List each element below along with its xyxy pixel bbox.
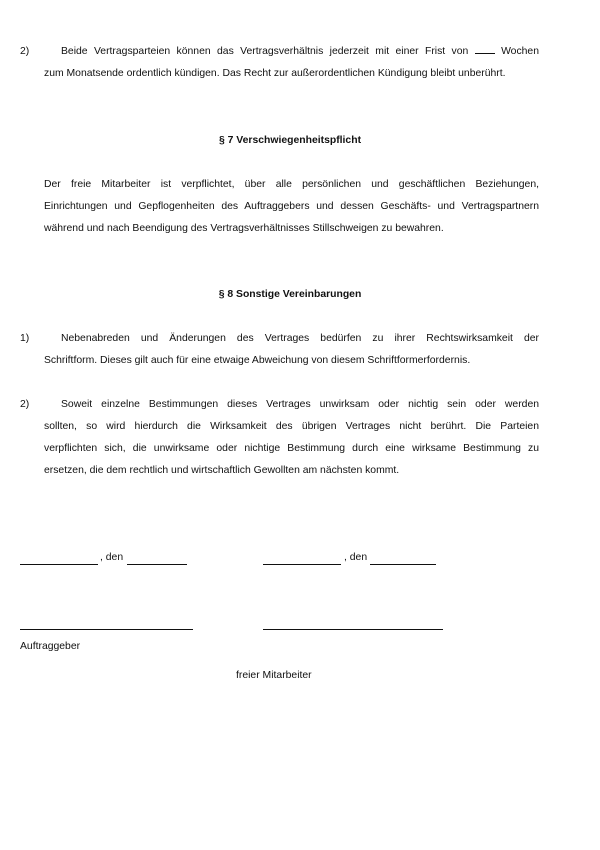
paragraph-line: Soweit einzelne Bestimmungen dieses Vertrages unwirksam oder nichtig sein oder werden <box>61 399 539 410</box>
paragraph-line: Nebenabreden und Änderungen des Vertrages bedürfen zu ihrer Rechtswirksamkeit der <box>61 333 539 344</box>
paragraph-line: Beide Vertragsparteien können das Vertragsverhältnis jederzeit mit einer Frist von Wochen <box>61 46 539 57</box>
list-number: 1) <box>20 333 30 344</box>
date-line-right <box>370 564 436 565</box>
date-line-left <box>127 564 187 565</box>
blank-field-weeks <box>475 44 495 54</box>
den-label-right: , den <box>344 552 368 563</box>
paragraph-confidentiality <box>44 174 539 240</box>
place-line-right <box>263 564 341 565</box>
paragraph-severability <box>44 394 539 482</box>
list-number: 2) <box>20 46 30 57</box>
paragraph-line: verpflichten sich, die unwirksame oder nichtige Bestimmung durch eine wirksame Bestimmung zu <box>44 443 539 454</box>
paragraph-notice-period <box>44 41 539 85</box>
paragraph-line: Einrichtungen und Gepflogenheiten des Auftraggebers und dessen Geschäfts- und Vertragspartnern <box>44 201 539 212</box>
paragraph-line: Der freie Mitarbeiter ist verpflichtet, über alle persönlichen und geschäftlichen Beziehungen, <box>44 179 539 190</box>
paragraph-line: sollten, so wird hierdurch die Wirksamkeit des übrigen Vertrages nicht berührt. Die Parteien <box>44 421 539 432</box>
signature-label-client: Auftraggeber <box>20 641 81 652</box>
signature-label-freelancer: freier Mitarbeiter <box>236 670 312 681</box>
signature-line-client <box>20 629 193 630</box>
list-number: 2) <box>20 399 30 410</box>
signature-line-freelancer <box>263 629 443 630</box>
paragraph-line: zum Monatsende ordentlich kündigen. Das Recht zur außerordentlichen Kündigung bleibt unberührt. <box>44 68 506 79</box>
paragraph-line: ersetzen, die dem rechtlich und wirtschaftlich Gewollten am nächsten kommt. <box>44 465 400 476</box>
section-heading-8: § 8 Sonstige Vereinbarungen <box>218 289 362 300</box>
paragraph-line: während und nach Beendigung des Vertragsverhältnisses Stillschweigen zu bewahren. <box>44 223 444 234</box>
paragraph-line: Schriftform. Dieses gilt auch für eine etwaige Abweichung von diesem Schriftformerfordernis. <box>44 355 471 366</box>
paragraph-amendments <box>44 328 539 372</box>
place-line-left <box>20 564 98 565</box>
den-label-left: , den <box>100 552 124 563</box>
section-heading-7: § 7 Verschwiegenheitspflicht <box>218 135 362 146</box>
